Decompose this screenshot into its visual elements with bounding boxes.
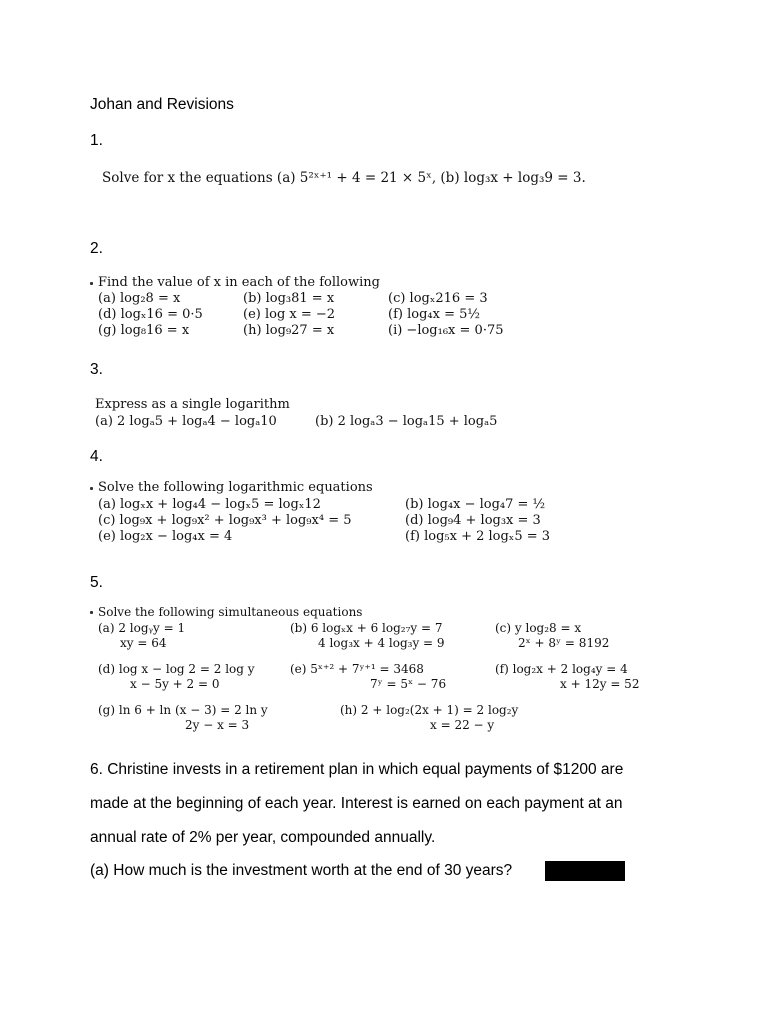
question-4-item: (c) log₉x + log₉x² + log₉x³ + log₉x⁴ = 5 (98, 513, 352, 528)
question-6-part-a: (a) How much is the investment worth at the end of 30 years? (90, 862, 513, 879)
redacted-answer-box (545, 861, 625, 881)
bullet-mark (90, 487, 93, 490)
question-4-item: (d) log₉4 + log₃x = 3 (405, 513, 541, 528)
question-2-heading: Find the value of x in each of the following (98, 275, 380, 290)
question-6-line: made at the beginning of each year. Interest is earned on each payment at an (90, 795, 623, 812)
question-4-item: (f) log₅x + 2 logₓ5 = 3 (405, 529, 551, 544)
question-5-item: (a) 2 logᵧy = 1 (98, 621, 186, 635)
question-4-number: 4. (90, 448, 103, 465)
question-2-item: (c) logₓ216 = 3 (388, 291, 488, 306)
question-5-item: xy = 64 (120, 636, 167, 650)
question-2-item: (h) log₉27 = x (243, 323, 335, 338)
question-2-item: (i) −log₁₆x = 0·75 (388, 323, 504, 338)
question-5-item: x + 12y = 52 (560, 677, 640, 691)
question-2-item: (b) log₃81 = x (243, 291, 335, 306)
question-5-item: x = 22 − y (430, 718, 495, 732)
question-5-item: (g) ln 6 + ln (x − 3) = 2 ln y (98, 703, 268, 717)
question-5-item: 2ˣ + 8ʸ = 8192 (518, 636, 610, 650)
question-4-item: (b) log₄x − log₄7 = ½ (405, 497, 546, 512)
question-3-part-b: (b) 2 logₐ3 − logₐ15 + logₐ5 (315, 414, 498, 429)
question-4-heading: Solve the following logarithmic equations (98, 480, 373, 495)
question-6-line: annual rate of 2% per year, compounded annually. (90, 829, 436, 846)
question-2-item: (d) logₓ16 = 0·5 (98, 307, 203, 322)
question-2-item: (g) log₈16 = x (98, 323, 190, 338)
question-5-item: (b) 6 logₓx + 6 log₂₇y = 7 (290, 621, 443, 635)
question-5-item: (e) 5ˣ⁺² + 7ʸ⁺¹ = 3468 (290, 662, 424, 676)
question-2-number: 2. (90, 240, 103, 257)
question-6-line: 6. Christine invests in a retirement plan in which equal payments of $1200 are (90, 761, 624, 778)
question-2-item: (a) log₂8 = x (98, 291, 181, 306)
question-5-item: 7ʸ = 5ˣ − 76 (370, 677, 447, 691)
bullet-mark (90, 611, 93, 614)
question-4-item: (a) logₓx + log₄4 − logₓ5 = logₓ12 (98, 497, 321, 512)
question-5-item: x − 5y + 2 = 0 (130, 677, 220, 691)
question-4-item: (e) log₂x − log₄x = 4 (98, 529, 233, 544)
question-1-text: Solve for x the equations (a) 5²ˣ⁺¹ + 4 = 21 × 5ˣ, (b) log₃x + log₃9 = 3. (102, 170, 586, 186)
question-5-item: (f) log₂x + 2 log₄y = 4 (495, 662, 628, 676)
question-3-heading: Express as a single logarithm (95, 397, 290, 412)
bullet-mark (90, 282, 93, 285)
question-5-number: 5. (90, 574, 103, 591)
question-2-item: (e) log x = −2 (243, 307, 336, 322)
question-1-number: 1. (90, 132, 103, 149)
question-5-item: (d) log x − log 2 = 2 log y (98, 662, 255, 676)
question-3-part-a: (a) 2 logₐ5 + logₐ4 − logₐ10 (95, 414, 277, 429)
document-title: Johan and Revisions (90, 96, 234, 113)
question-5-item: 4 log₃x + 4 log₃y = 9 (318, 636, 445, 650)
question-5-heading: Solve the following simultaneous equations (98, 605, 363, 619)
question-5-item: (c) y log₂8 = x (495, 621, 582, 635)
question-2-item: (f) log₄x = 5½ (388, 307, 480, 322)
question-3-number: 3. (90, 361, 103, 378)
question-5-item: (h) 2 + log₂(2x + 1) = 2 log₂y (340, 703, 519, 717)
question-5-item: 2y − x = 3 (185, 718, 250, 732)
